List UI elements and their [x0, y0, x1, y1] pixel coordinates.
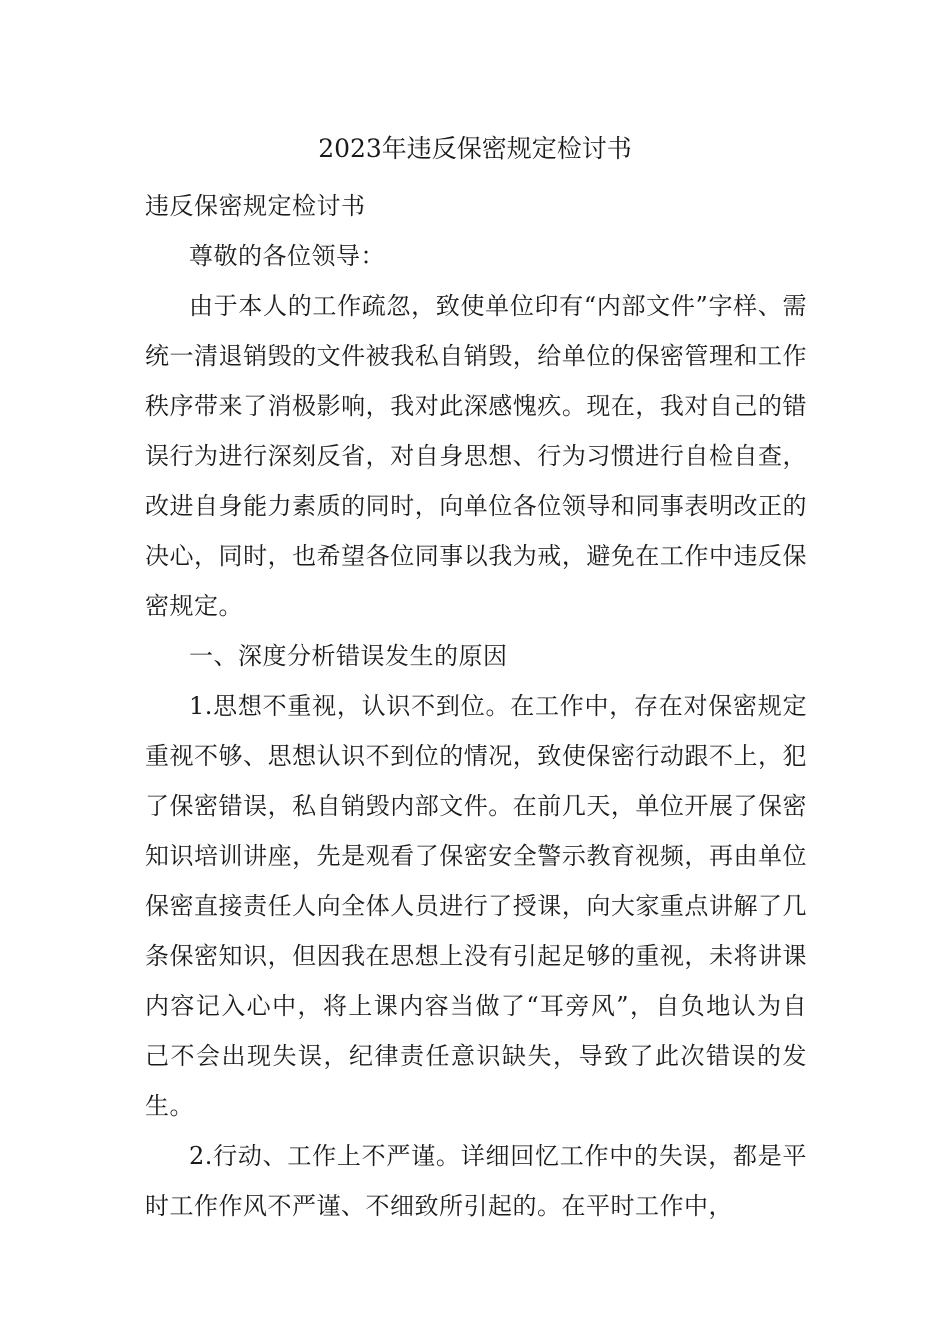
- paragraph-intro: 由于本人的工作疏忽，致使单位印有“内部文件”字样、需统一清退销毁的文件被我私自销毁，给单位的保密管理和工作秩序带来了消极影响，我对此深感愧疚。现在，我对自己的错误行为进行深刻反省，对自身思想、行为习惯进行自检自查，改进自身能力素质的同时，向单位各位领导和同事表明改正的决心，同时，也希望各位同事以我为戒，避免在工作中违反保密规定。: [145, 292, 807, 620]
- salutation: 尊敬的各位领导：: [189, 242, 385, 270]
- section-heading-1: 一、深度分析错误发生的原因: [189, 642, 508, 670]
- document-title: 2023年违反保密规定检讨书: [318, 134, 632, 163]
- paragraph-point-1: 1.思想不重视，认识不到位。在工作中，存在对保密规定重视不够、思想认识不到位的情况，致使保密行动跟不上，犯了保密错误，私自销毁内部文件。在前几天，单位开展了保密知识培训讲座，先是观看了保密安全警示教育视频，再由单位保密直接责任人向全体人员进行了授课，向大家重点讲解了几条保密知识，但因我在思想上没有引起足够的重视，未将讲课内容记入心中，将上课内容当做了“耳旁风”，自负地认为自己不会出现失误，纪律责任意识缺失，导致了此次错误的发生。: [145, 692, 807, 1120]
- paragraph-point-2: 2.行动、工作上不严谨。详细回忆工作中的失误，都是平时工作作风不严谨、不细致所引起的。在平时工作中，: [145, 1142, 807, 1220]
- document-body: [145, 181, 807, 1231]
- document-subtitle: 违反保密规定检讨书: [145, 192, 366, 220]
